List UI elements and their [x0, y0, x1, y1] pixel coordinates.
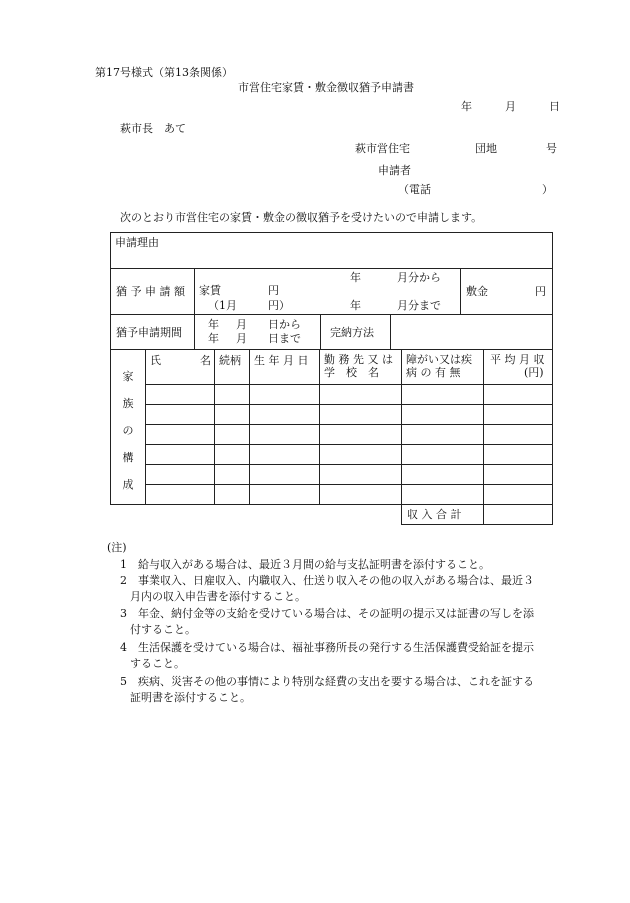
note-number: 2	[120, 574, 127, 587]
document-title: 市営住宅家賃・敷金徴収猶予申請書	[238, 81, 414, 94]
rule	[194, 314, 195, 349]
note-number: 4	[120, 641, 127, 654]
income-total-label: 収 入 合 計	[407, 508, 462, 521]
col-relation: 続柄	[219, 354, 241, 367]
period-from-day: 日から	[268, 318, 301, 331]
rule	[145, 424, 553, 425]
family-label	[110, 349, 145, 504]
col-income-1: 平 均 月 収	[490, 353, 545, 366]
note-item	[120, 606, 570, 638]
reason-label: 申請理由	[115, 236, 159, 249]
note-number: 3	[120, 607, 127, 620]
month-paren: （1月	[208, 299, 237, 312]
rule	[483, 349, 484, 524]
addressee: 萩市長 あて	[120, 122, 186, 135]
notes-heading: (注)	[107, 541, 127, 554]
deposit-label: 敷金	[466, 285, 488, 298]
note-text-cont: 付すること。	[130, 623, 196, 636]
col-disability-2: 病 の 有 無	[406, 366, 461, 379]
col-work-2: 学 校 名	[324, 366, 379, 379]
note-item	[120, 557, 570, 573]
note-text-cont: 証明書を添付すること。	[130, 691, 251, 704]
period-from-month: 月	[236, 318, 247, 331]
family-char: 成	[122, 478, 134, 491]
rule	[110, 314, 553, 315]
date-line	[461, 100, 560, 114]
amount-label: 猶 予 申 請 額	[116, 285, 185, 298]
application-table	[110, 232, 553, 525]
rule	[401, 524, 553, 525]
rule	[401, 349, 402, 524]
period-label: 猶予申請期間	[116, 326, 182, 339]
rule	[110, 504, 553, 505]
rule	[552, 232, 553, 525]
phone-line	[398, 183, 553, 197]
period-to-month: 月	[236, 332, 247, 345]
note-number: 5	[120, 675, 127, 688]
applicant-label: 申請者	[378, 164, 411, 177]
note-text: 給与収入がある場合は、最近３月間の給与支払証明書を添付すること。	[138, 558, 490, 571]
rule	[319, 349, 320, 504]
rule	[460, 268, 461, 314]
family-char: 家	[122, 370, 134, 383]
rule	[214, 349, 215, 504]
note-text-cont: すること。	[130, 657, 185, 670]
rent-yen: 円	[268, 284, 279, 297]
rule	[194, 268, 195, 314]
family-char: 構	[122, 451, 134, 464]
note-text: 生活保護を受けている場合は、福祉事務所長の発行する生活保護費受給証を提示	[138, 641, 534, 654]
rule	[145, 444, 553, 445]
rule	[249, 349, 250, 504]
date-year-label: 年	[461, 100, 472, 113]
col-name-2: 名	[200, 354, 211, 367]
housing-label: 萩市営住宅	[355, 142, 410, 155]
col-work-1: 勤 務 先 又 は	[324, 353, 393, 366]
form-number: 第17号様式（第13条関係）	[95, 66, 233, 79]
note-text: 年金、納付金等の支給を受けている場合は、その証明の提示又は証書の写しを添	[138, 607, 534, 620]
rent-label: 家賃	[199, 284, 221, 297]
rule	[145, 384, 553, 385]
rule	[145, 349, 146, 504]
complex-label: 団地	[475, 142, 497, 155]
phone-close: ）	[542, 183, 553, 196]
number-label: 号	[546, 142, 557, 155]
family-char: 族	[122, 397, 134, 410]
payment-method-label: 完納方法	[330, 326, 374, 339]
month-to: 月分まで	[397, 299, 441, 312]
period-to-year: 年	[208, 332, 219, 345]
family-char: の	[122, 424, 134, 437]
rule	[320, 314, 321, 349]
to-year: 年	[350, 299, 361, 312]
intro-text: 次のとおり市営住宅の家賃・敷金の徴収猶予を受けたいので申請します。	[120, 211, 483, 224]
deposit-yen: 円	[535, 285, 546, 298]
note-item	[120, 573, 570, 605]
rule	[110, 232, 553, 233]
yen-paren: 円）	[268, 299, 290, 312]
period-from-year: 年	[208, 318, 219, 331]
rule	[145, 484, 553, 485]
note-text: 事業収入、日雇収入、内職収入、仕送り収入その他の収入がある場合は、最近３	[138, 574, 534, 587]
note-text-cont: 月内の収入申告書を添付すること。	[130, 590, 306, 603]
note-text: 疾病、災害その他の事情により特別な経費の支出を要する場合は、これを証する	[138, 675, 534, 688]
family-label-chars	[120, 363, 136, 498]
col-birth: 生 年 月 日	[254, 354, 309, 367]
note-item	[120, 674, 570, 706]
date-month-label: 月	[505, 100, 516, 113]
rule	[110, 268, 553, 269]
month-from: 月分から	[397, 271, 441, 284]
housing-line	[355, 142, 557, 156]
col-income-2: (円)	[524, 366, 544, 379]
note-number: 1	[120, 558, 127, 571]
note-item	[120, 640, 570, 672]
date-day-label: 日	[549, 100, 560, 113]
rule	[110, 349, 553, 350]
rule	[145, 404, 553, 405]
rule	[145, 464, 553, 465]
from-year: 年	[350, 271, 361, 284]
col-name-1: 氏	[150, 354, 161, 367]
rule	[390, 314, 391, 349]
period-to-day: 日まで	[268, 332, 301, 345]
col-disability-1: 障がい又は疾	[406, 353, 472, 366]
phone-open: （電話	[398, 183, 431, 196]
